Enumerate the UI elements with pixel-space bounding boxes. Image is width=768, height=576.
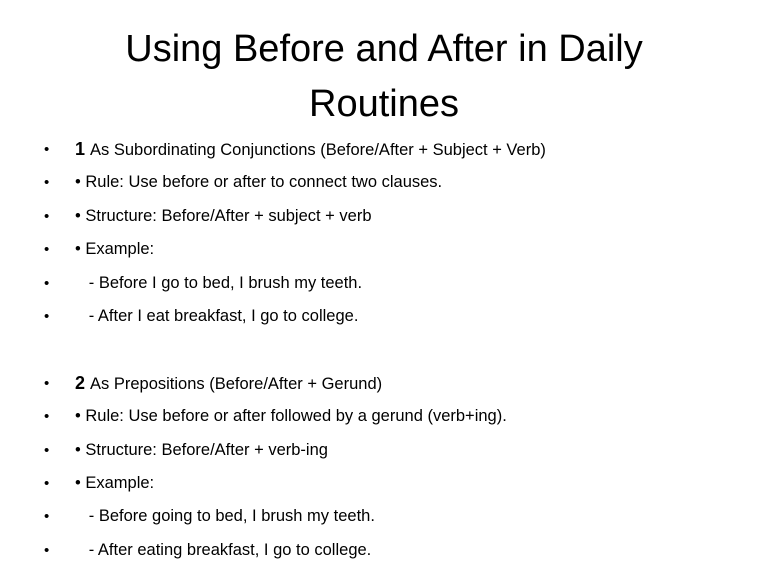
bullet-text [75, 233, 154, 266]
bullet-body: • Rule: Use before or after to connect two clauses. [75, 173, 443, 192]
bullet-body: - After I eat breakfast, I go to college. [75, 306, 359, 325]
bullet-dot: • [44, 374, 50, 392]
bullet-item [0, 267, 768, 300]
bullet-item [0, 300, 768, 333]
bullet-item [0, 534, 768, 567]
bullet-body: • Example: [75, 240, 155, 259]
bullet-text [75, 267, 362, 300]
bullet-item [0, 233, 768, 266]
bullet-body: • Rule: Use before or after followed by a gerund (verb+ing). [75, 407, 507, 426]
bullet-dot: • [44, 174, 50, 192]
bullet-item [0, 500, 768, 533]
bullet-text [75, 200, 372, 233]
bullet-dot: • [44, 408, 50, 426]
bullet-dot: • [44, 474, 50, 492]
section-number: 1 [75, 139, 86, 159]
bullet-item [0, 434, 768, 467]
bullet-dot: • [44, 508, 50, 526]
bullet-list [0, 133, 768, 567]
bullet-text [75, 500, 375, 533]
bullet-text [75, 166, 442, 199]
bullet-body: • Example: [75, 473, 155, 492]
bullet-dot: • [44, 274, 50, 292]
bullet-item [0, 467, 768, 500]
bullet-body: • Structure: Before/After + subject + verb [75, 206, 372, 225]
bullet-text [75, 434, 328, 467]
bullet-dot: • [44, 441, 50, 459]
bullet-text [75, 400, 507, 433]
bullet-item [0, 400, 768, 433]
bullet-item [0, 166, 768, 199]
bullet-dot: • [44, 241, 50, 259]
bullet-text [75, 534, 371, 567]
blank-line [0, 333, 768, 366]
bullet-text [75, 133, 546, 167]
bullet-body: - Before going to bed, I brush my teeth. [75, 507, 375, 526]
bullet-text [75, 300, 358, 333]
bullet-body: • Structure: Before/After + verb-ing [75, 440, 328, 459]
bullet-body: - After eating breakfast, I go to college. [75, 540, 372, 559]
section-number: 2 [75, 372, 86, 393]
bullet-text [75, 467, 154, 500]
bullet-dot: • [44, 141, 50, 158]
bullet-item [0, 367, 768, 400]
bullet-body: As Prepositions (Before/After + Gerund) [90, 374, 383, 393]
bullet-dot: • [44, 207, 50, 225]
bullet-dot: • [44, 541, 50, 559]
bullet-body: As Subordinating Conjunctions (Before/After + Subject + Verb) [90, 141, 546, 159]
bullet-dot: • [44, 307, 50, 325]
bullet-item [0, 200, 768, 233]
bullet-item [0, 133, 768, 166]
bullet-body: - Before I go to bed, I brush my teeth. [75, 273, 363, 292]
bullet-text [75, 367, 382, 401]
slide-title: Using Before and After in Daily Routines [125, 28, 643, 125]
